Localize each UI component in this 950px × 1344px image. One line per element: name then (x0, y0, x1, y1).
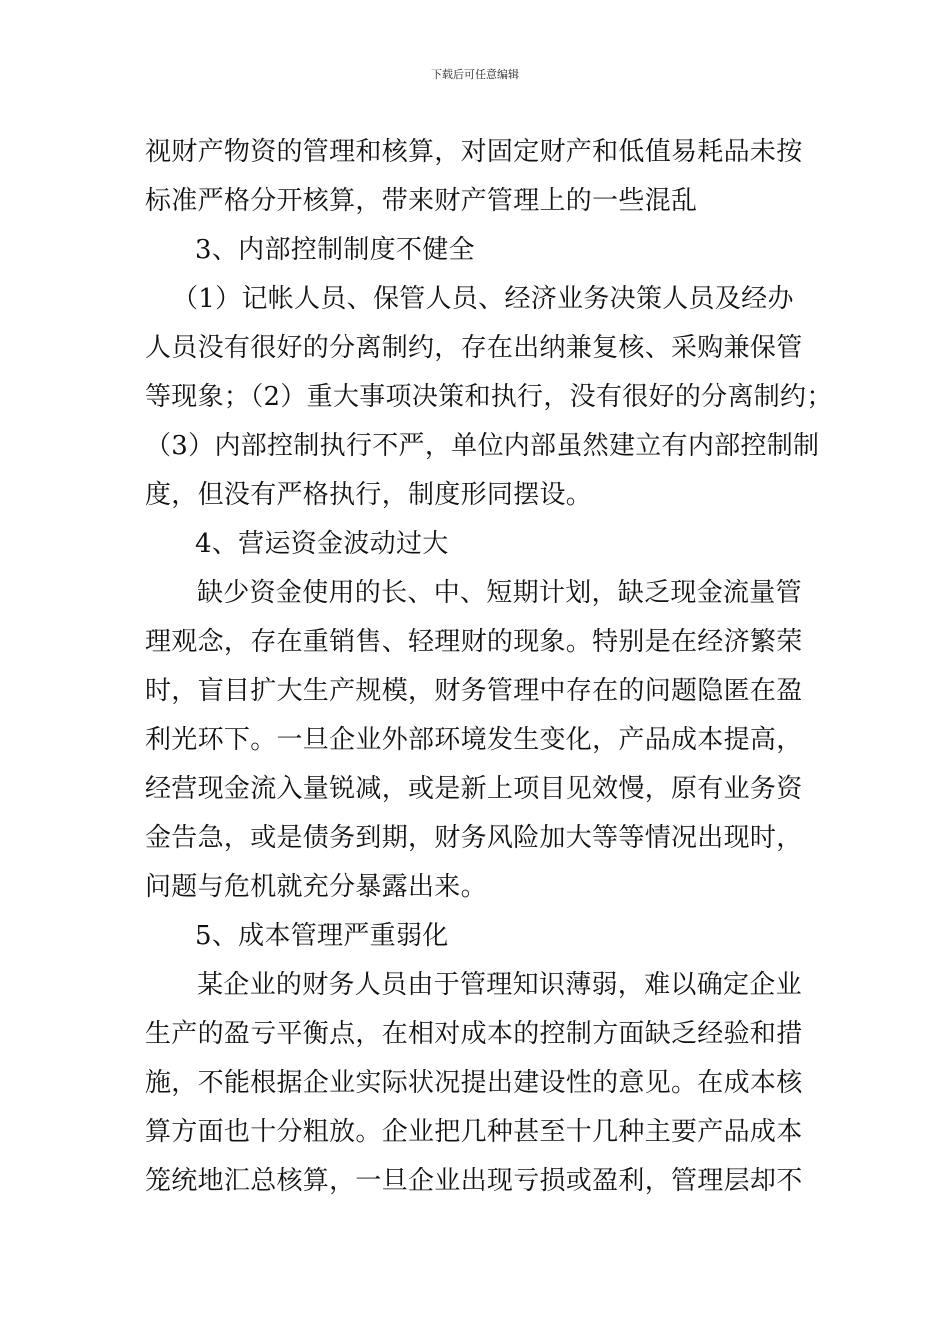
text-line: 利光环下。一旦企业外部环境发生变化，产品成本提高， (145, 725, 803, 755)
text-line: 等现象；（2）重大事项决策和执行，没有很好的分离制约； (145, 382, 833, 412)
text-line: 缺少资金使用的长、中、短期计划，缺乏现金流量管 (197, 578, 802, 608)
text-line: 人员没有很好的分离制约，存在出纳兼复核、采购兼保管 (145, 333, 803, 363)
text-line: 施，不能根据企业实际状况提出建设性的意见。在成本核 (145, 1068, 803, 1098)
text-line: 经营现金流入量锐减，或是新上项目见效慢，原有业务资 (145, 774, 803, 804)
text-line: 度，但没有严格执行，制度形同摆设。 (145, 480, 593, 510)
section-heading-4: 4、营运资金波动过大 (195, 529, 449, 559)
text-line: （1）记帐人员、保管人员、经济业务决策人员及经办 (172, 284, 794, 314)
page-header: 下载后可任意编辑 (431, 68, 519, 81)
text-line: 生产的盈亏平衡点，在相对成本的控制方面缺乏经验和措 (145, 1019, 803, 1049)
text-line: 某企业的财务人员由于管理知识薄弱，难以确定企业 (197, 970, 802, 1000)
text-line: 视财产物资的管理和核算，对固定财产和低值易耗品未按 (145, 137, 803, 167)
document-body (145, 128, 833, 1206)
text-line: 算方面也十分粗放。企业把几种甚至十几种主要产品成本 (145, 1117, 803, 1147)
text-line: 理观念，存在重销售、轻理财的现象。特别是在经济繁荣 (145, 627, 803, 657)
text-line: 时，盲目扩大生产规模，财务管理中存在的问题隐匿在盈 (145, 676, 803, 706)
text-line: （3）内部控制执行不严，单位内部虽然建立有内部控制制 (145, 431, 820, 461)
text-line: 金告急，或是债务到期，财务风险加大等等情况出现时， (145, 823, 803, 853)
text-line: 问题与危机就充分暴露出来。 (145, 872, 487, 902)
section-heading-3: 3、内部控制制度不健全 (195, 235, 475, 265)
text-line: 标准严格分开核算，带来财产管理上的一些混乱 (145, 186, 698, 216)
section-heading-5: 5、成本管理严重弱化 (195, 921, 449, 951)
text-line: 笼统地汇总核算，一旦企业出现亏损或盈利，管理层却不 (145, 1166, 803, 1196)
